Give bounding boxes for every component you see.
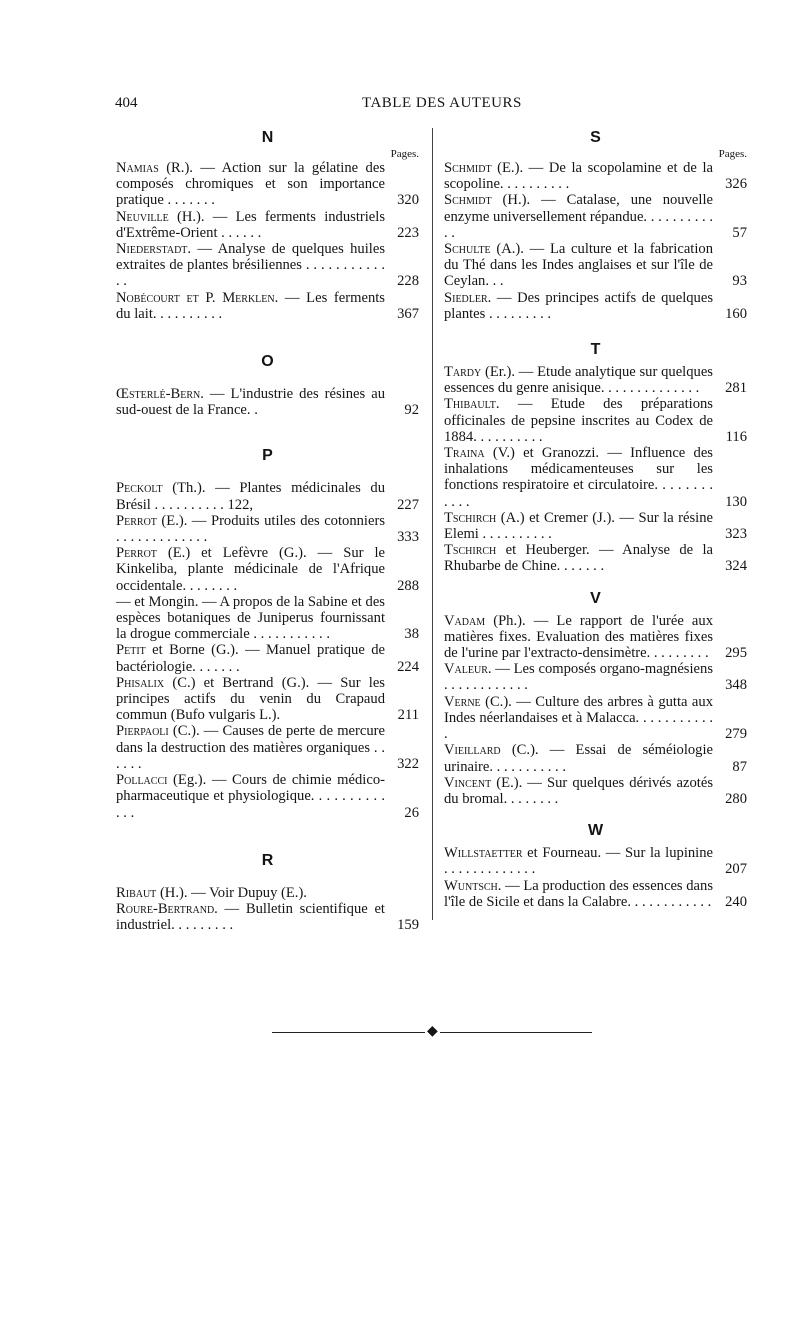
page-ref: 279	[725, 726, 747, 743]
index-entry	[444, 542, 747, 574]
page-ref: 116	[725, 428, 747, 445]
spacer	[116, 466, 419, 480]
section-letter: S	[590, 129, 601, 146]
page-ref: 92	[404, 402, 419, 419]
page-ref: 38	[404, 626, 419, 643]
index-entry	[116, 209, 419, 241]
author-name: Thibault	[444, 396, 496, 413]
spacer	[444, 575, 747, 589]
pages-label: Pages.	[390, 148, 419, 160]
entry-text: (C.). — Essai de séméiologie urinaire. . . . . . . . . . .	[444, 742, 713, 775]
entry-text: et Heuberger. — Analyse de la Rhubarbe de Chine. . . . . . .	[444, 542, 713, 575]
page-ref: 93	[732, 273, 747, 290]
page-ref: 281	[725, 380, 747, 397]
entry-text: . — Bulletin scientifique et industriel. . . . . . . . .	[116, 900, 385, 934]
page-ref: 348	[725, 677, 747, 694]
entry-text: (A.) et Cremer (J.). — Sur la résine Elemi . . . . . . . . . .	[444, 509, 713, 543]
author-name: Nobécourt et P. Merklen	[116, 289, 275, 306]
entry-text: (A.). — La culture et la fabrication du Thé dans les Indes anglaises et sur l'île de Ceylan. . .	[444, 241, 713, 290]
index-entry	[116, 594, 419, 643]
index-entry	[444, 290, 747, 322]
page-ref: 224	[397, 658, 419, 675]
author-name: Schmidt	[444, 192, 492, 209]
entry-text: (H.). — Les ferments industriels d'Extrême-Orient . . . . . .	[116, 208, 385, 241]
entry-text: (E.). — Sur quelques dérivés azotés du bromal. . . . . . . .	[444, 774, 713, 807]
index-entry	[444, 775, 747, 807]
page-ref: 280	[725, 790, 747, 807]
page-ref: 295	[725, 645, 747, 662]
author-name: Tschirch	[444, 509, 497, 526]
index-entry	[444, 845, 747, 877]
page-ref: 211	[397, 707, 419, 724]
author-name: Peckolt	[116, 480, 163, 497]
author-name: Traina	[444, 445, 485, 462]
index-entry	[116, 513, 419, 545]
author-name: Siedler	[444, 289, 488, 306]
author-name: Valeur	[444, 661, 488, 678]
spacer	[444, 807, 747, 821]
page-ref: 288	[397, 577, 419, 594]
entry-text: (E.) et Lefèvre (G.). — Sur le Kinkeliba, plante médicinale de l'Afrique occidentale. . . . . . . .	[116, 545, 385, 594]
author-name: Pierpaoli	[116, 723, 169, 740]
page-ref: 223	[397, 224, 419, 241]
entry-text: (Th.). — Plantes médicinales du Brésil . . . . . . . . . . 122,	[116, 480, 385, 513]
entry-text: (H.). — Voir Dupuy (E.).	[156, 884, 307, 901]
author-name: Tardy	[444, 364, 482, 381]
spacer	[116, 821, 419, 851]
right-column	[444, 128, 747, 910]
page-ref: 326	[725, 176, 747, 193]
entry-text: (C.). — Culture des arbres à gutta aux Indes néerlandaises et à Malacca. . . . . . . . . . . .	[444, 693, 713, 743]
running-title: TABLE DES AUTEURS	[362, 95, 522, 111]
page-ref: 322	[397, 755, 419, 772]
section-letter: T	[590, 341, 601, 359]
entry-text: (Eg.). — Cours de chimie médico-pharmaceutique et physiologique. . . . . . . . . . . . .	[116, 772, 385, 821]
entry-text: (H.). — Catalase, une nouvelle enzyme universellement répandue. . . . . . . . . . . .	[444, 192, 713, 241]
entry-text: (C.). — Causes de perte de mercure dans la destruction des matières organiques . . . . . .	[116, 723, 385, 772]
index-entry	[444, 742, 747, 774]
author-name: Roure-Bertrand	[116, 900, 215, 917]
page-ref: 320	[397, 192, 419, 209]
author-name: Schmidt	[444, 160, 492, 176]
index-entry	[444, 694, 747, 743]
entry-text: . — Etude des préparations officinales de pepsine inscrites au Codex de 1884. . . . . . . . . .	[444, 396, 713, 445]
index-entry	[116, 885, 419, 901]
page-ref: 367	[397, 305, 419, 322]
page-ref: 323	[725, 526, 747, 543]
page-ref: 87	[732, 758, 747, 775]
page-ref: 227	[397, 496, 419, 513]
author-name: Petit	[116, 642, 146, 659]
spacer	[116, 418, 419, 446]
author-name: Wuntsch	[444, 877, 498, 894]
page-ref: 130	[725, 493, 747, 510]
entry-text: . — Analyse de quelques huiles extraites de plantes brésiliennes . . . . . . . . . . . . .	[116, 241, 385, 290]
index-entry	[444, 396, 747, 445]
entry-text: (E.). — De la scopolamine et de la scopoline. . . . . . . . . .	[444, 160, 713, 193]
section-letter: O	[261, 353, 274, 371]
entry-text: (C.) et Bertrand (G.). — Sur les principes actifs du venin du Crapaud commun (Bufo vulgaris L.).	[116, 674, 385, 724]
page-ref: 159	[397, 917, 419, 934]
index-entry	[444, 241, 747, 290]
spacer	[116, 871, 419, 885]
spacer	[116, 322, 419, 352]
entry-text: . — Les ferments du lait. . . . . . . . . .	[116, 289, 385, 322]
author-name: Namias	[116, 160, 159, 176]
author-name: Pollacci	[116, 772, 168, 789]
spacer	[444, 322, 747, 340]
index-entry	[444, 661, 747, 693]
author-name: Schulte	[444, 241, 491, 258]
author-name: Tschirch	[444, 542, 497, 559]
entry-text: . — Des principes actifs de quelques plantes . . . . . . . . .	[444, 289, 713, 322]
index-entry	[444, 510, 747, 542]
author-name: Willstaetter	[444, 845, 523, 862]
index-entry	[444, 878, 747, 910]
index-entry	[116, 241, 419, 290]
author-name: Vincent	[444, 774, 492, 791]
page-ref: 324	[725, 558, 747, 575]
index-entry	[444, 192, 747, 241]
index-entry	[116, 772, 419, 821]
page-ref: 333	[397, 529, 419, 546]
index-entry	[444, 445, 747, 510]
index-entry	[116, 675, 419, 724]
page-ref: 26	[404, 804, 419, 821]
index-entry	[444, 160, 747, 192]
page-number: 404	[115, 95, 138, 111]
section-letter: W	[587, 822, 604, 840]
page-ref: 57	[732, 224, 747, 241]
entry-text: — et Mongin. — A propos de la Sabine et des espèces botaniques de Juniperus fournissant la drogue commerciale . . . . . . . . . . .	[116, 593, 385, 643]
author-name: Verne	[444, 693, 481, 710]
author-name: Ribaut	[116, 884, 157, 901]
index-entry	[116, 723, 419, 772]
page-ref: 240	[725, 893, 747, 910]
entry-text: (R.). — Action sur la gélatine des composés chromiques et son importance pratique . . . . . . .	[116, 160, 385, 209]
author-name: Perrot	[116, 512, 157, 529]
author-name: Niederstadt	[116, 241, 188, 258]
entry-text: . — La production des essences dans l'île de Sicile et dans la Calabre. . . . . . . . . . . .	[444, 877, 713, 910]
section-letter: R	[261, 851, 274, 869]
entry-text: (E.). — Produits utiles des cotonniers . . . . . . . . . . . . .	[116, 512, 385, 546]
index-entry	[116, 160, 419, 209]
index-entry	[444, 364, 747, 396]
entry-text: . — L'industrie des résines au sud-ouest de la France. .	[116, 386, 385, 419]
section-letter: N	[261, 129, 274, 146]
index-entry	[444, 613, 747, 662]
entry-text: (Ph.). — Le rapport de l'urée aux matières fixes. Evaluation des matières fixes de l'urine par l'extracto-densimètre. . . . . . . . .	[444, 612, 713, 662]
author-name: Neuville	[116, 208, 169, 225]
entry-text: . — Les composés organo-magnésiens . . . . . . . . . . . .	[444, 661, 713, 694]
index-entry	[116, 386, 419, 418]
page-ref: 228	[397, 273, 419, 290]
spacer	[116, 372, 419, 386]
author-name: Perrot	[116, 545, 157, 562]
entry-text: et Borne (G.). — Manuel pratique de bactériologie. . . . . . .	[116, 642, 385, 675]
index-entry	[116, 290, 419, 322]
index-entry	[116, 901, 419, 933]
entry-text: (V.) et Granozzi. — Influence des inhalations médicamenteuses sur les fonctions respiratoire et circulatoire. . . . . . . . . . . .	[444, 445, 713, 510]
author-name: Vadam	[444, 612, 486, 629]
column-rule	[432, 128, 433, 920]
section-letter: P	[262, 447, 273, 465]
entry-text: (Er.). — Etude analytique sur quelques essences du genre anisique. . . . . . . . . . . . . .	[444, 364, 713, 397]
index-entry	[116, 480, 419, 512]
author-name: Phisalix	[116, 674, 165, 691]
index-entry	[116, 545, 419, 594]
pages-label: Pages.	[718, 148, 747, 160]
page-ref: 207	[725, 861, 747, 878]
author-name: Vieillard	[444, 742, 501, 759]
footer-ornament: ◆	[427, 1024, 438, 1039]
author-name: Œsterlé-Bern	[116, 386, 201, 403]
section-letter: V	[590, 589, 601, 607]
left-column	[116, 128, 419, 933]
page-ref: 160	[725, 305, 747, 322]
entry-text: et Fourneau. — Sur la lupinine . . . . . . . . . . . . .	[444, 845, 713, 878]
index-entry	[116, 642, 419, 674]
